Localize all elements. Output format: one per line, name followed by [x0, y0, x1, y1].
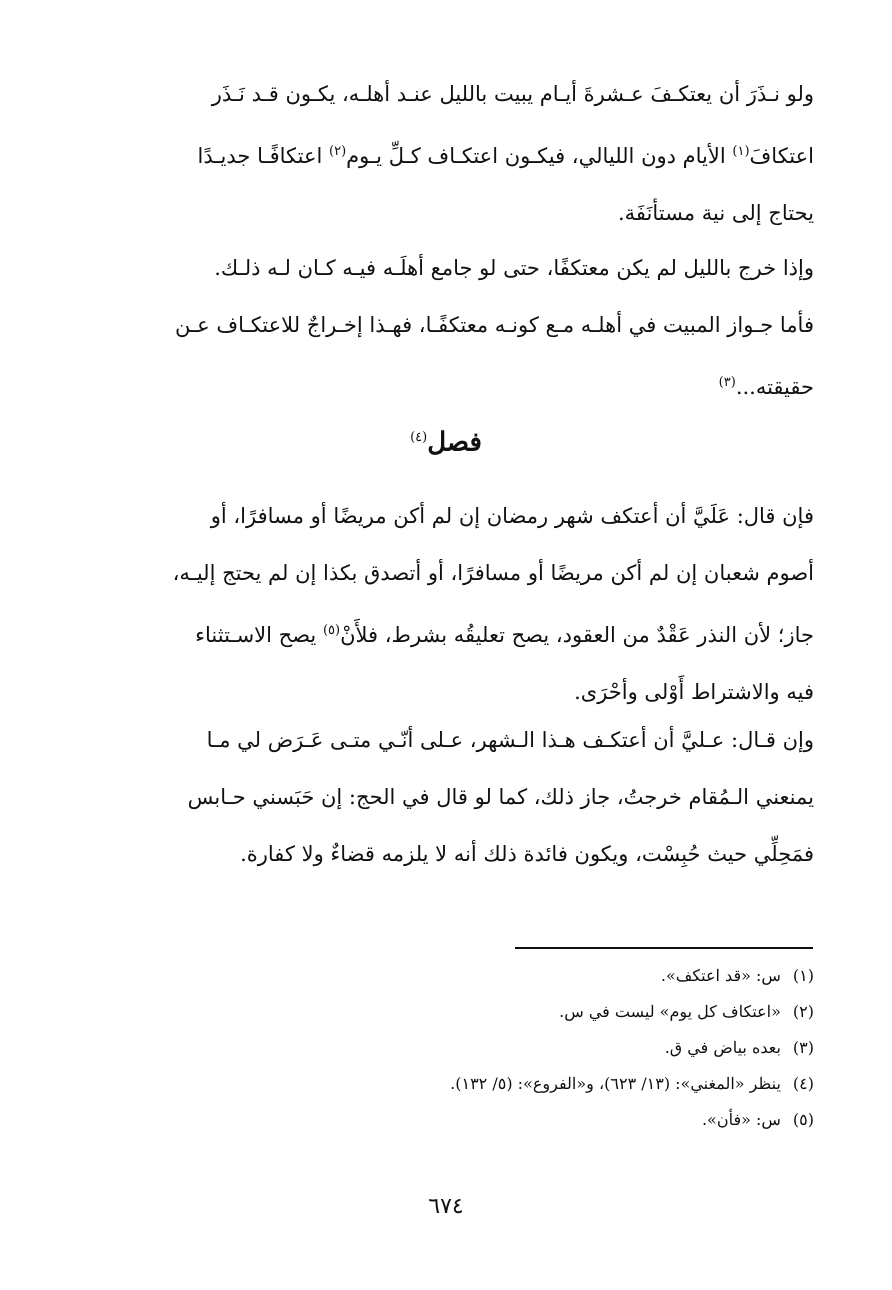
paragraph-4-line-2: يمنعني الـمُقام خرجتُ، جاز ذلك، كما لو قال في الحج: إن حَبَسني حـابس [187, 785, 814, 809]
footnote-item [78, 1066, 814, 1102]
paragraph-1-line-3: يحتاج إلى نية مستأنَفَة. [617, 201, 814, 225]
paragraph-2-line-3: حقيقته...$^{(٣)}$ [718, 375, 814, 399]
paragraph-3-line-2: أصوم شعبان إن لم أكن مريضًا أو مسافرًا، أو أتصدق بكذا إن لم يحتج إليـه، [172, 561, 814, 585]
footnote-text: س: «فأن». [701, 1110, 781, 1129]
paragraph-1-line-1: ولو نـذَرَ أن يعتكـفَ عـشرةَ أيـام يبيت بالليل عنـد أهلـه، يكـون قـد نَـذَر [211, 82, 814, 106]
footnote-number: (٣) [792, 1038, 814, 1057]
section-heading [0, 413, 892, 468]
footnotes-list [78, 958, 814, 1138]
footnote-ref-2[interactable]: (٢) [329, 144, 347, 159]
page-number: ٦٧٤ [428, 1194, 464, 1219]
footnote-item [78, 958, 814, 994]
paragraph-3 [78, 488, 814, 721]
paragraph-2 [78, 240, 814, 416]
footnote-ref-1[interactable]: (١) [732, 144, 750, 159]
paragraph-4-line-3: فمَحِلِّي حيث حُبِسْت، ويكون فائدة ذلك أنه لا يلزمه قضاءٌ ولا كفارة. [240, 842, 814, 866]
paragraph-4-line-1: وإن قـال: عـليَّ أن أعتكـف هـذا الـشهر، عـلى أنّـي متـى عَـرَض لي مـا [206, 728, 814, 752]
paragraph-3-line-4: فيه والاشتراط أَوْلى وأحْرَى. [574, 680, 814, 704]
section-title: فصل [427, 427, 482, 458]
footnote-separator [515, 947, 813, 949]
footnote-text: ينظر «المغني»: (١٣/ ٦٢٣)، و«الفروع»: (٥/ ١٣٢). [450, 1074, 781, 1093]
paragraph-1 [78, 66, 814, 242]
footnote-item [78, 1030, 814, 1066]
footnote-number: (١) [792, 966, 814, 985]
footnote-item [78, 1102, 814, 1138]
paragraph-4 [78, 712, 814, 883]
footnote-ref-3[interactable]: (٣) [718, 375, 736, 390]
footnote-item [78, 994, 814, 1030]
footnote-text: س: «قد اعتكف». [660, 966, 781, 985]
paragraph-3-line-1: فإن قال: عَلَيَّ أن أعتكف شهر رمضان إن لم أكن مريضًا أو مسافرًا، أو [210, 504, 814, 528]
footnote-number: (٥) [792, 1110, 814, 1129]
paragraph-3-line-3: جاز؛ لأن النذر عَقْدٌ من العقود، يصح تعليقُه بشرط، فلأَنْ$^{(٥)}$ يصح الاسـتثناء [195, 623, 814, 647]
footnote-number: (٤) [792, 1074, 814, 1093]
footnote-ref-4[interactable]: (٤) [410, 430, 428, 445]
footnote-text: «اعتكاف كل يوم» ليست في س. [559, 1002, 781, 1021]
paragraph-2-line-1: وإذا خرج بالليل لم يكن معتكفًا، حتى لو جامع أهلَـه فيـه كـان لـه ذلـك. [214, 256, 814, 280]
footnote-number: (٢) [792, 1002, 814, 1021]
paragraph-2-line-2: فأما جـواز المبيت في أهلـه مـع كونـه معتكفًـا، فهـذا إخـراجٌ للاعتكـاف عـن [175, 313, 814, 337]
footnote-text: بعده بياض في ق. [664, 1038, 781, 1057]
paragraph-1-line-2: اعتكافَ$^{(١)}$ الأيام دون الليالي، فيكـون اعتكـاف كـلِّ يـوم$^{(٢)}$ اعتكافًـا جديـدًا [197, 144, 814, 168]
footnote-ref-5[interactable]: (٥) [322, 623, 341, 638]
